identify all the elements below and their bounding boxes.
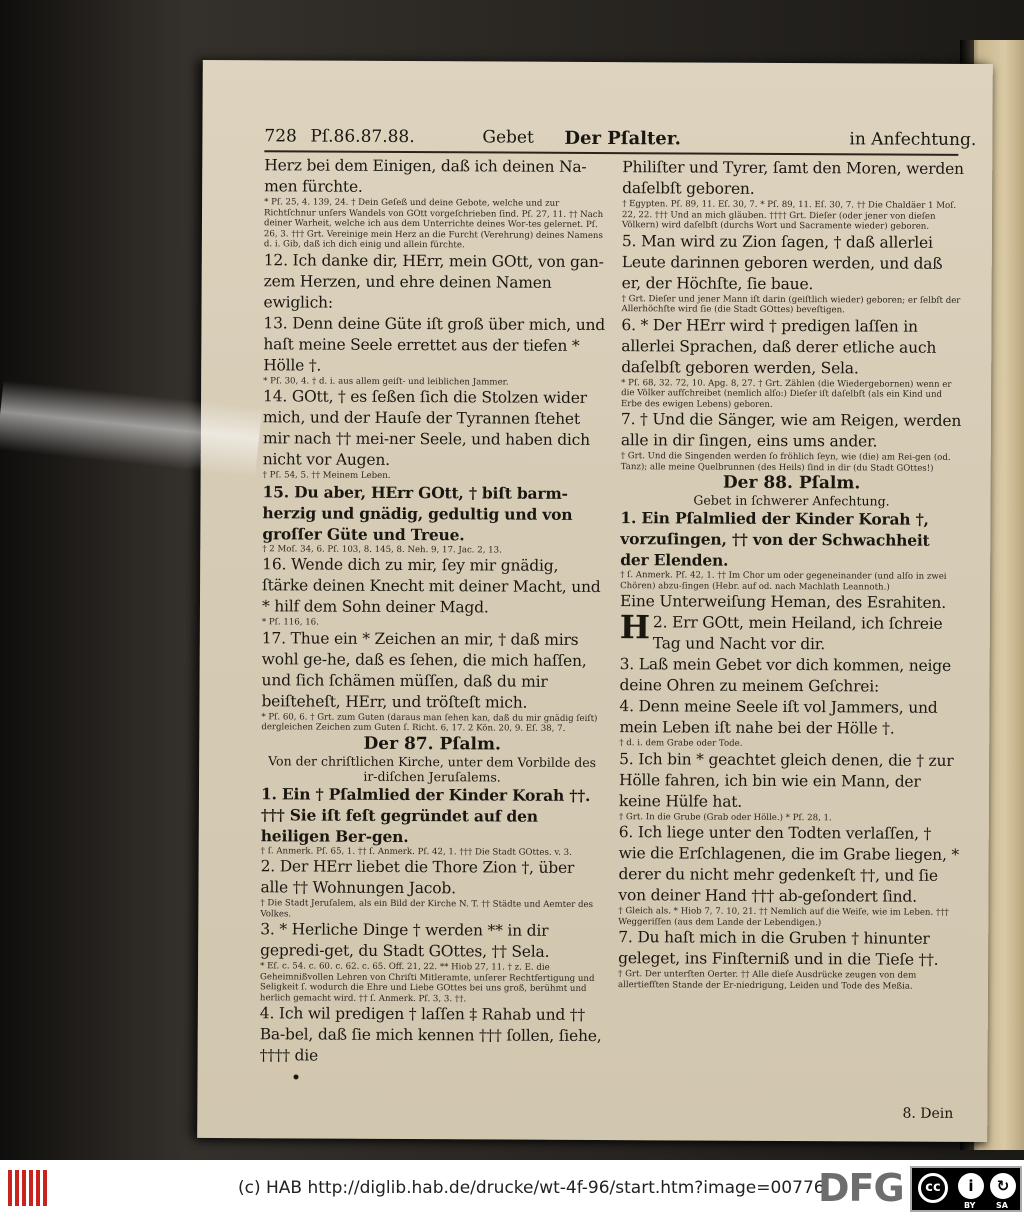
footnote: * Pſ. 60, 6. † Grt. zum Guten (daraus man ſehen kan, daß du mir gnädig ſeiſt) dergleichen Zeichen zum Guten ſ. Richt. 6, 17. 2 Kön. 20, 9. Eſ. 38, 7.: [261, 711, 598, 734]
verse-text: 6. Ich liege unter den Todten verlaſſen, † wie die Erſchlagenen, die im Grabe liegen, * derer du nicht mehr gedenkeſt ††, und ſie von deiner Hand ††† ab-geſondert ſind.: [618, 823, 960, 906]
hab-logo-bars: [8, 1170, 47, 1206]
verse-text: 2. Der HErr liebet die Thore Zion †, über alle †† Wohnungen Jacob.: [260, 857, 575, 898]
footnote: * Pſ. 25, 4. 139, 24. † Dein Geſeß und deine Gebote, welche und zur Richtſchnur unſers Wandels von GOtt vorgeſchrieben ſind. Pſ. 27, 11. †† Nach deiner Warheit, welche ich aus dem Unterrichte deines Wor-tes gelernet. Pſ. 26, 3. ††† Grt. Vereinige mein Herz an die Furcht (Verehrung) deines Namens d. i. Gib, daß ich dich einig und allein fürchte.: [263, 197, 604, 251]
footnote: † Grt. Und die Singenden werden ſo fröhlich ſeyn, wie (die) am Rei-gen (od. Tanz); alle meine Quelbrunnen (des Heils) ſind in dir (du Stadt GOttes!): [620, 451, 951, 474]
verse-text: 7. † Und die Sänger, wie am Reigen, werden alle in dir ſingen, eins ums ander.: [620, 410, 962, 451]
verse-text: 7. Du haſt mich in die Gruben † hinunter geleget, ins Finſterniß und in die Tieſe ††.: [618, 928, 939, 969]
verse-text: 5. Man wird zu Zion ſagen, † daß allerlei Leute darinnen geboren werden, und daß er, der Höchſte, ſie baue.: [621, 231, 943, 293]
verse-text: 3. Laß mein Gebet vor dich kommen, neige deine Ohren zu meinem Geſchrei:: [619, 655, 952, 696]
footnote: † ſ. Anmerk. Pſ. 65, 1. †† ſ. Anmerk. Pſ. 42, 1. ††† Die Stadt GOttes. v. 3.: [260, 845, 572, 858]
footnote: † ſ. Anmerk. Pſ. 42, 1. †† Im Chor um oder gegeneinander (und alſo in zwei Chören) abzu-ſingen (Hebr. auf od. nach Machlath Leannoth.): [620, 570, 947, 593]
cc-license-badge[interactable]: [910, 1166, 1022, 1212]
footnote: † Die Stadt Jeruſalem, als ein Bild der Kirche N. T. †† Städte und Aemter des Volkes.: [260, 898, 594, 919]
footnote: † d. i. dem Grabe oder Tode.: [619, 738, 743, 749]
psalm-heading: Der 88. Pſalm.: [722, 472, 861, 494]
footnote: * Eſ. c. 54. c. 60. c. 62. c. 65. Off. 21, 22. ** Hiob 27, 11. † z. E. die Geheimnißvollen Lehren von Chriſti Mitleramte, unſerer Rechtfertigung und Seligkeit ſ. wodurch die Ehre und Liebe GOttes bei uns groß, berühmt und herlich gemacht wird. †† ſ. Anmerk. Pſ. 3, 3. ††.: [259, 961, 595, 1004]
psalm-heading: Der 87. Pſalm.: [363, 733, 502, 755]
footer-copyright-link[interactable]: (c) HAB http://diglib.hab.de/drucke/wt-4f-96/start.htm?image=00776: [238, 1178, 825, 1198]
psalm-summary: Gebet in ſchwerer Anfechtung.: [693, 492, 890, 509]
verse-text: 15. Du aber, HErr GOtt, † biſt barm-herzig und gnädig, gedultig und von groſſer Güte und Treue.: [262, 481, 573, 544]
footnote: † Gleich als. * Hiob 7, 7. 10, 21. †† Nemlich auf die Weiſe, wie im Leben. ††† Weggeriſſen (aus dem Lande der Lebendigen.): [618, 906, 949, 928]
verse-text: 1. Ein † Pſalmlied der Kinder Korah ††. ††† Sie iſt feſt gegründet auf den heiligen Ber-gen.: [260, 783, 591, 846]
verse-text: [619, 608, 962, 656]
by-person-icon: i: [958, 1173, 984, 1199]
verse-text: 1. Ein Pſalmlied der Kinder Korah †, vorzuſingen, †† von der Schwachheit der Elenden.: [620, 508, 930, 570]
verse-body: 2. Err GOtt, mein Heiland, ich ſchreie Tag und Nacht vor dir.: [652, 613, 943, 654]
footnote: † Egypten. Pſ. 89, 11. Eſ. 30, 7. * Pſ. 89, 11. Eſ. 30, 7. †† Die Chaldäer 1 Moſ. 22, 22. ††† Und an mich gläuben. †††† Grt. Dieſer (oder jener von dieſen Völkern) wird daſelbſt (durchs Wort und Sacramente wieder) geboren.: [621, 199, 957, 232]
verse-text: 12. Ich danke dir, HErr, mein GOtt, von gan-zem Herzen, und ehre deinen Namen ewiglich:: [263, 250, 604, 312]
dfg-logo: DFG: [818, 1166, 904, 1210]
verse-text: 5. Ich bin * geachtet gleich denen, die † zur Hölle fahren, ich bin wie ein Mann, der keine Hülfe hat.: [618, 749, 954, 811]
verse-text: Philiſter und Tyrer, ſamt den Moren, werden daſelbſt geboren.: [622, 158, 964, 198]
footnote: * Pſ. 30, 4. † d. i. aus allem geiſt- und leiblichen Jammer.: [263, 375, 509, 388]
verse-text: 17. Thue ein * Zeichen an mir, † daß mirs wohl ge-he, daß es ſehen, die mich haſſen, und ſich ſchämen müſſen, daß du mir beiſteheſt, HErr, und tröſteſt mich.: [261, 628, 587, 712]
cc-by-label: BY: [964, 1201, 976, 1210]
page-number: 728: [264, 126, 297, 147]
verse-text: Eine Unterweiſung Heman, des Esrahiten.: [619, 592, 947, 612]
footnote: * Pſ. 116, 16.: [261, 617, 319, 628]
cc-sa-label: SA: [996, 1201, 1008, 1210]
header-gebet: Gebet: [482, 127, 534, 148]
verse-text: 4. Ich wil predigen † laſſen ‡ Rahab und †† Ba-bel, daß ſie mich kennen ††† ſollen, ſiehe, †††† die: [259, 1004, 602, 1065]
catchword: 8. Dein: [902, 1105, 954, 1122]
psalm-summary: Von der chriſtlichen Kirche, unter dem Vorbilde des ir-diſchen Jeruſalems.: [268, 752, 597, 785]
psalm-reference: Pſ.86.87.88.: [310, 126, 415, 148]
verse-text: 4. Denn meine Seele iſt vol Jammers, und mein Leben iſt nahe bei der Hölle †.: [619, 697, 938, 738]
verse-text: Herz bei dem Einigen, daß ich deinen Na-men fürchte.: [264, 156, 587, 196]
verse-text: 14. GOtt, † es ſeßen ſich die Stolzen wider mich, und der Hauſe der Tyrannen ſtehet mir nach †† mei-ner Seele, und haben dich nicht vor Augen.: [262, 387, 591, 469]
footer-bar: [0, 1160, 1024, 1218]
footnote: * Pſ. 68, 32. 72, 10. Apg. 8, 27. † Grt. Zählen (die Wiedergebornen) wenn er die Völker aufſchreibet (nemlich alſo:) Dieſer iſt daſelbſt (als ein Kind und Erbe des ewigen Lebens) geboren.: [621, 377, 952, 410]
header-title: Der Pſalter.: [564, 127, 681, 150]
footnote: † 2 Moſ. 34, 6. Pſ. 103, 8. 145, 8. Neh. 9, 17. Jac. 2, 13.: [262, 543, 502, 556]
footnote: † Grt. Dieſer und jener Mann iſt darin (geiſtlich wieder) geboren; er ſelbſt der Allerhöchſte wird ſie (die Stadt GOttes) beveſtigen.: [621, 293, 961, 316]
right-column: [618, 157, 964, 992]
verse-text: 6. * Der HErr wird † predigen laſſen in allerlei Sprachen, daß derer etliche auch daſelbſt geboren werden, Sela.: [621, 315, 937, 377]
sa-icon: ↻: [990, 1173, 1016, 1199]
footnote: † Grt. In die Grube (Grab oder Hölle.) * Pſ. 28, 1.: [618, 811, 832, 823]
verse-text: 16. Wende dich zu mir, ſey mir gnädig, ſtärke deinen Knecht mit deiner Macht, und * hilf dem Sohn deiner Magd.: [261, 555, 601, 617]
drop-capital: H: [619, 608, 651, 647]
header-right: in Anfechtung.: [849, 129, 977, 150]
verse-text: 13. Denn deine Güte iſt groß über mich, und haſt meine Seele errettet aus der tiefen * Hölle †.: [263, 313, 606, 375]
footnote: † Grt. Der unterſten Oerter. †† Alle dieſe Ausdrücke zeugen von dem allertiefſten Stande der Er-niedrigung, Leiden und Tode des Meßia.: [617, 969, 917, 992]
cc-icon: cc: [918, 1173, 948, 1203]
ink-dot: [293, 1074, 298, 1079]
verse-text: 3. * Herliche Dinge † werden ** in dir gepredi-get, du Stadt GOttes, †† Sela.: [260, 920, 550, 961]
footnote: † Pſ. 54, 5. †† Meinem Leben.: [262, 470, 391, 481]
book-page: [197, 60, 993, 1142]
left-column: [260, 155, 607, 1068]
